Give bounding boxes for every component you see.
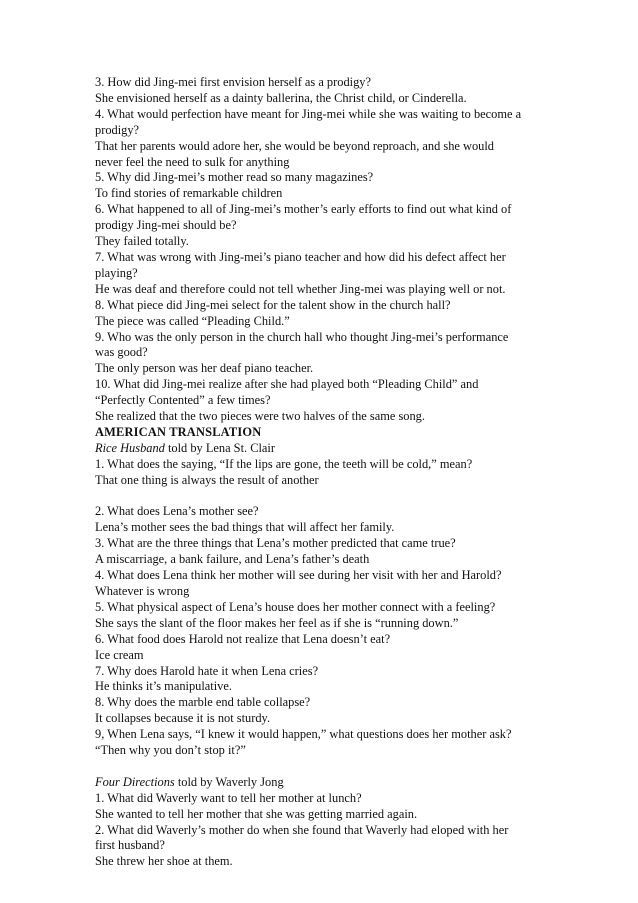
text-line: That one thing is always the result of another <box>95 472 319 487</box>
section-heading: AMERICAN TRANSLATION <box>95 424 262 439</box>
text-line: The piece was called “Pleading Child.” <box>95 313 290 328</box>
text-line: 6. What happened to all of Jing-mei’s mother’s early efforts to find out what kind of <box>95 202 512 217</box>
text-line: prodigy Jing-mei should be? <box>95 218 237 233</box>
story-title: Four Directions <box>95 774 175 789</box>
text-line: 9. Who was the only person in the church hall who thought Jing-mei’s performance <box>95 329 509 344</box>
text-line: first husband? <box>95 838 165 853</box>
text-line: 9, When Lena says, “I knew it would happen,” what questions does her mother ask? <box>95 727 512 742</box>
story-narrator: told by Waverly Jong <box>174 774 284 789</box>
text-line: 5. Why did Jing-mei’s mother read so many magazines? <box>95 170 374 185</box>
text-line: 3. How did Jing-mei first envision herself as a prodigy? <box>95 75 371 89</box>
text-line: She wanted to tell her mother that she was getting married again. <box>95 806 418 821</box>
text-line: was good? <box>95 345 148 360</box>
story-title-line <box>95 441 555 457</box>
text-line: 7. What was wrong with Jing-mei’s piano teacher and how did his defect affect her <box>95 249 506 264</box>
story-title: Rice Husband <box>95 440 165 455</box>
story-title-line <box>95 775 555 791</box>
text-line: 2. What did Waverly’s mother do when she found that Waverly had eloped with her <box>95 822 509 837</box>
text-line: Lena’s mother sees the bad things that will affect her family. <box>95 520 395 535</box>
blank-line <box>95 759 555 775</box>
text-line: He thinks it’s manipulative. <box>95 679 232 694</box>
text-line: She says the slant of the floor makes her feel as if she is “running down.” <box>95 615 459 630</box>
text-line: playing? <box>95 265 138 280</box>
story-narrator: told by Lena St. Clair <box>164 440 275 455</box>
text-line: 3. What are the three things that Lena’s mother predicted that came true? <box>95 536 456 551</box>
text-line: The only person was her deaf piano teacher. <box>95 361 314 376</box>
text-line: 2. What does Lena’s mother see? <box>95 504 259 519</box>
text-line: That her parents would adore her, she would be beyond reproach, and she would <box>95 138 494 153</box>
text-line: 10. What did Jing-mei realize after she had played both “Pleading Child” and <box>95 377 479 392</box>
text-line: Whatever is wrong <box>95 583 190 598</box>
text-line: 5. What physical aspect of Lena’s house does her mother connect with a feeling? <box>95 599 496 614</box>
text-line: 4. What does Lena think her mother will see during her visit with her and Harold? <box>95 568 502 583</box>
blank-line <box>95 489 555 505</box>
text-line: 8. What piece did Jing-mei select for the talent show in the church hall? <box>95 297 451 312</box>
text-line: 7. Why does Harold hate it when Lena cries? <box>95 663 319 678</box>
text-line: “Then why you don’t stop it?” <box>95 743 246 758</box>
text-line: 1. What did Waverly want to tell her mother at lunch? <box>95 790 362 805</box>
text-line: He was deaf and therefore could not tell whether Jing-mei was playing well or not. <box>95 281 506 296</box>
text-line: Ice cream <box>95 647 144 662</box>
text-line: A miscarriage, a bank failure, and Lena’s father’s death <box>95 552 370 567</box>
text-line: To find stories of remarkable children <box>95 186 283 201</box>
text-line: never feel the need to sulk for anything <box>95 154 290 169</box>
document-page <box>95 75 555 870</box>
text-line: She realized that the two pieces were two halves of the same song. <box>95 409 425 424</box>
text-line: It collapses because it is not sturdy. <box>95 711 271 726</box>
text-line: They failed totally. <box>95 234 189 249</box>
text-line: 6. What food does Harold not realize that Lena doesn’t eat? <box>95 631 391 646</box>
text-line: She threw her shoe at them. <box>95 854 233 869</box>
text-line: prodigy? <box>95 122 140 137</box>
text-line: 1. What does the saying, “If the lips are gone, the teeth will be cold,” mean? <box>95 456 473 471</box>
text-line: “Perfectly Contented” a few times? <box>95 393 271 408</box>
text-line: 8. Why does the marble end table collapse? <box>95 695 311 710</box>
text-line: She envisioned herself as a dainty ballerina, the Christ child, or Cinderella. <box>95 90 467 105</box>
text-line: 4. What would perfection have meant for Jing-mei while she was waiting to become a <box>95 106 522 121</box>
